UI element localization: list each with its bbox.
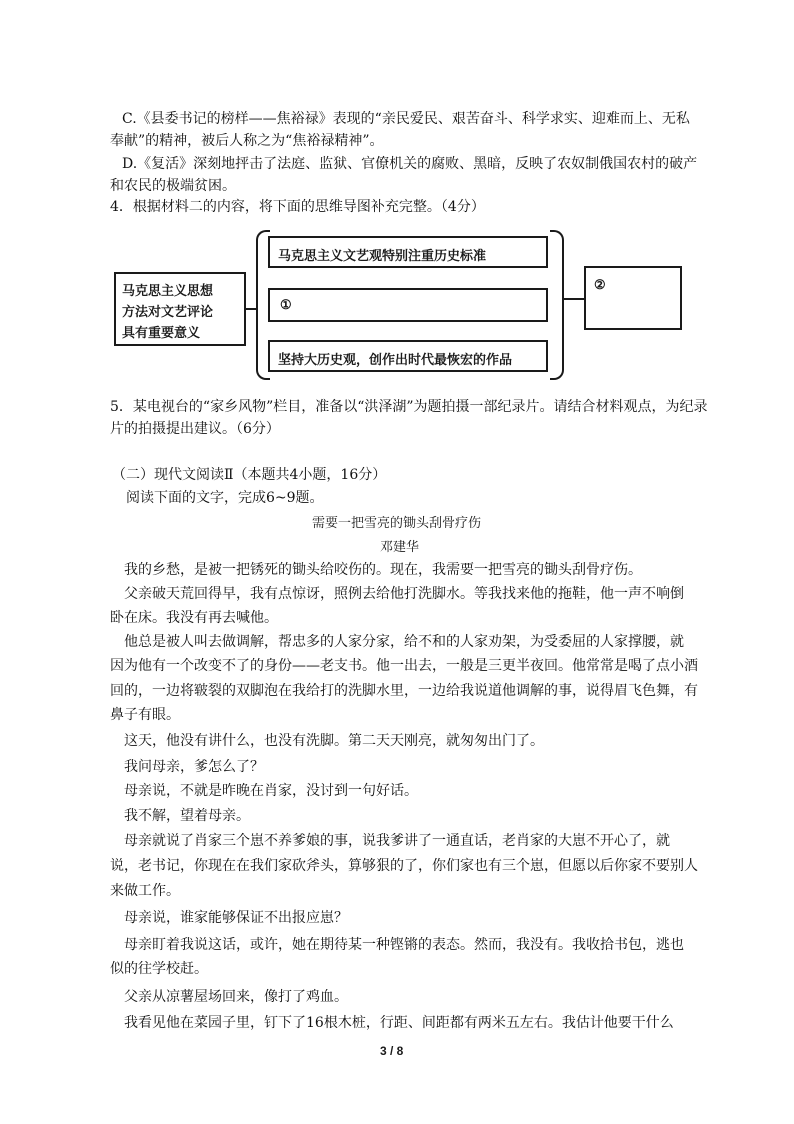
mindmap-branch-2[interactable] (268, 288, 548, 322)
mindmap-branch-1 (268, 236, 548, 268)
mindmap-root-line1: 马克思主义思想 (122, 284, 214, 299)
option-d-line1: D.《复活》深刻地抨击了法庭、监狱、官僚机关的腐败、黑暗，反映了农奴制俄国农村的破产 (122, 156, 698, 172)
article-line-5: 因为他有一个改变不了的身份——老支书。他一出去，一般是三更半夜回。他常常是喝了点小酒 (110, 658, 698, 674)
mindmap-right-text: ② (594, 278, 606, 293)
article-line-18: 父亲从凉薯屋场回来，像打了鸡血。 (124, 989, 348, 1005)
section-2-instruction: 阅读下面的文字，完成6~9题。 (126, 490, 324, 506)
article-line-8: 这天，他没有讲什么，也没有洗脚。第二天天刚亮，就匆匆出门了。 (124, 733, 544, 749)
option-c-line2: 奉献”的精神，被后人称之为“焦裕禄精神”。 (110, 133, 384, 149)
question-4: 4．根据材料二的内容，将下面的思维导图补充完整。（4分） (110, 199, 485, 215)
mindmap-root-line3: 具有重要意义 (122, 326, 201, 341)
mindmap-right-bracket (550, 230, 564, 380)
article-line-1: 我的乡愁，是被一把锈死的锄头给咬伤的。现在，我需要一把雪亮的锄头刮骨疗伤。 (124, 562, 642, 578)
article-title: 需要一把雪亮的锄头刮骨疗伤 (312, 516, 482, 531)
article-line-12: 母亲就说了肖家三个崽不养爹娘的事，说我爹讲了一通直话，老肖家的大崽不开心了，就 (124, 833, 670, 849)
article-line-16: 母亲盯着我说这话，或许，她在期待某一种铿锵的表态。然而，我没有。我收拾书包，逃也 (124, 937, 684, 953)
option-c-line1: C.《县委书记的榜样——焦裕禄》表现的“亲民爱民、艰苦奋斗、科学求实、迎难而上、无私 (122, 111, 690, 127)
article-line-14: 来做工作。 (110, 883, 180, 899)
article-line-7: 鼻子有眼。 (110, 707, 180, 723)
question-5-line2: 片的拍摄提出建议。（6分） (110, 421, 280, 437)
article-line-3: 卧在床。我没有再去喊他。 (110, 610, 278, 626)
article-line-2: 父亲破天荒回得早，我有点惊讶，照例去给他打洗脚水。等我找来他的拖鞋，他一声不响倒 (124, 586, 684, 602)
article-line-15: 母亲说，谁家能够保证不出报应崽？ (124, 910, 348, 926)
mindmap-branch-2-text: ① (280, 298, 292, 313)
article-line-10: 母亲说，不就是昨晚在肖家，没讨到一句好话。 (124, 783, 418, 799)
article-line-11: 我不解，望着母亲。 (124, 808, 250, 824)
mindmap-branch-3-text: 坚持大历史观，创作出时代最恢宏的作品 (278, 353, 513, 368)
mindmap-right-box[interactable] (584, 266, 682, 330)
article-line-6: 回的，一边将皲裂的双脚泡在我给打的洗脚水里，一边给我说道他调解的事，说得眉飞色舞，有 (110, 683, 698, 699)
section-2-heading: （二）现代文阅读Ⅱ（本题共4小题，16分） (112, 467, 387, 483)
mindmap-root-line2: 方法对文艺评论 (122, 305, 214, 320)
mindmap-branch-3 (268, 340, 548, 372)
article-author: 邓建华 (380, 540, 420, 555)
mindmap-root-box (114, 272, 246, 346)
article-line-9: 我问母亲，爹怎么了？ (124, 759, 264, 775)
article-line-13: 说，老书记，你现在在我们家砍斧头，算够狠的了，你们家也有三个崽，但愿以后你家不要别人 (110, 858, 698, 874)
article-line-19: 我看见他在菜园子里，钉下了16根木桩，行距、间距都有两米五左右。我估计他要干什么 (124, 1015, 674, 1031)
mindmap-branch-1-text: 马克思主义文艺观特别注重历史标准 (278, 249, 487, 264)
option-d-line2: 和农民的极端贫困。 (110, 178, 236, 194)
mindmap-connector-right (563, 298, 585, 300)
question-5-line1: 5．某电视台的“家乡风物”栏目，准备以“洪泽湖”为题拍摄一部纪录片。请结合材料观点，为纪录 (110, 399, 708, 415)
article-line-17: 似的往学校赶。 (110, 961, 208, 977)
page-number: 3 / 8 (380, 1044, 404, 1058)
article-line-4: 他总是被人叫去做调解，帮忠多的人家分家，给不和的人家劝架，为受委屈的人家撑腰，就 (124, 634, 684, 650)
